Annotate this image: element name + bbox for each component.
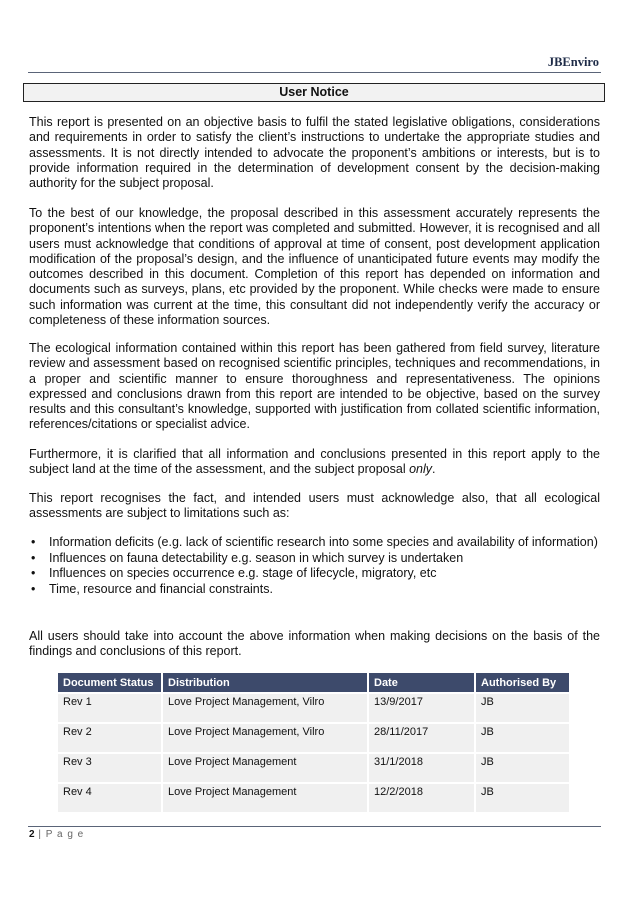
page-label: | P a g e <box>34 829 85 840</box>
table-header-row <box>58 673 569 692</box>
cell-status: Rev 3 <box>58 752 161 782</box>
list-item-text: Information deficits (e.g. lack of scientific research into some species and availability of information) <box>49 535 598 549</box>
table-row <box>58 782 569 812</box>
cell-date: 12/2/2018 <box>369 782 474 812</box>
cell-authorised: JB <box>476 722 569 752</box>
list-item <box>29 535 600 551</box>
paragraph-4-emphasis: only <box>409 462 433 477</box>
brand-logo: JBEnviro <box>547 55 599 69</box>
cell-status: Rev 2 <box>58 722 161 752</box>
list-item <box>29 551 600 567</box>
header-rule <box>28 72 601 73</box>
table-row <box>58 752 569 782</box>
bullet-icon: • <box>31 581 36 596</box>
paragraph-4-end: . <box>432 462 436 477</box>
cell-status: Rev 4 <box>58 782 161 812</box>
cell-distribution: Love Project Management <box>163 782 367 812</box>
closing-paragraph: All users should take into account the above information when making decisions on the basis of the findings and conclusions of this report. <box>29 629 600 659</box>
user-notice-heading: User Notice <box>23 83 605 102</box>
cell-authorised: JB <box>476 782 569 812</box>
cell-distribution: Love Project Management, Vilro <box>163 692 367 722</box>
bullet-icon: • <box>31 566 36 581</box>
cell-status: Rev 1 <box>58 692 161 722</box>
cell-authorised: JB <box>476 692 569 722</box>
list-item <box>29 566 600 582</box>
page-number: 2 <box>29 829 35 840</box>
footer-rule <box>28 826 601 827</box>
list-item-text: Influences on fauna detectability e.g. season in which survey is undertaken <box>49 550 464 565</box>
column-header-date: Date <box>369 673 474 692</box>
paragraph-4-text: Furthermore, it is clarified that all information and conclusions presented in this report apply to the subject land at the time of the assessment, and the subject proposal <box>29 447 600 477</box>
document-status-table <box>56 673 571 812</box>
column-header-distribution: Distribution <box>163 673 367 692</box>
paragraph-3: The ecological information contained within this report has been gathered from field survey, literature review and assessment based on recognised scientific principles, techniques and recommendations, in a proper and scientific manner to ensure thoroughness and representativeness. The opinions expressed and conclusions drawn from this report are intended to be objective, based on the survey results and this consultant’s knowledge, supported with justification from collated scientific information, references/citations or specialist advice. <box>29 341 600 432</box>
cell-distribution: Love Project Management <box>163 752 367 782</box>
paragraph-4 <box>29 447 600 478</box>
list-item <box>29 582 600 598</box>
limitations-list <box>29 535 600 597</box>
cell-date: 28/11/2017 <box>369 722 474 752</box>
cell-distribution: Love Project Management, Vilro <box>163 722 367 752</box>
paragraph-5: This report recognises the fact, and intended users must acknowledge also, that all ecological assessments are subject to limitations such as: <box>29 491 600 521</box>
cell-date: 31/1/2018 <box>369 752 474 782</box>
bullet-icon: • <box>31 550 36 565</box>
column-header-status: Document Status <box>58 673 161 692</box>
list-item-text: Influences on species occurrence e.g. stage of lifecycle, migratory, etc <box>49 566 437 581</box>
table-row <box>58 722 569 752</box>
paragraph-2: To the best of our knowledge, the proposal described in this assessment accurately represents the proponent’s intentions when the report was completed and submitted. However, it is recognised and all users must acknowledge that conditions of approval at time of consent, post development application modification of the proposal’s design, and the influence of unanticipated future events may modify the outcomes described in this document. Completion of this report has depended on information and documents such as surveys, plans, etc provided by the proponent. While checks were made to ensure such information was current at the time, this consultant did not independently verify the accuracy or completeness of these information sources. <box>29 206 600 328</box>
table-row <box>58 692 569 722</box>
list-item-text: Time, resource and financial constraints. <box>49 581 273 596</box>
column-header-authorised: Authorised By <box>476 673 569 692</box>
paragraph-1: This report is presented on an objective basis to fulfil the stated legislative obligations, considerations and requirements in order to satisfy the client’s instructions to undertake the appropriate studies and assessments. It is not directly intended to advocate the proponent’s ambitions or interests, but is to provide information required in the determination of development consent by the decision-making authority for the subject proposal. <box>29 115 600 191</box>
cell-date: 13/9/2017 <box>369 692 474 722</box>
cell-authorised: JB <box>476 752 569 782</box>
bullet-icon: • <box>31 535 36 549</box>
page-footer <box>29 829 84 840</box>
